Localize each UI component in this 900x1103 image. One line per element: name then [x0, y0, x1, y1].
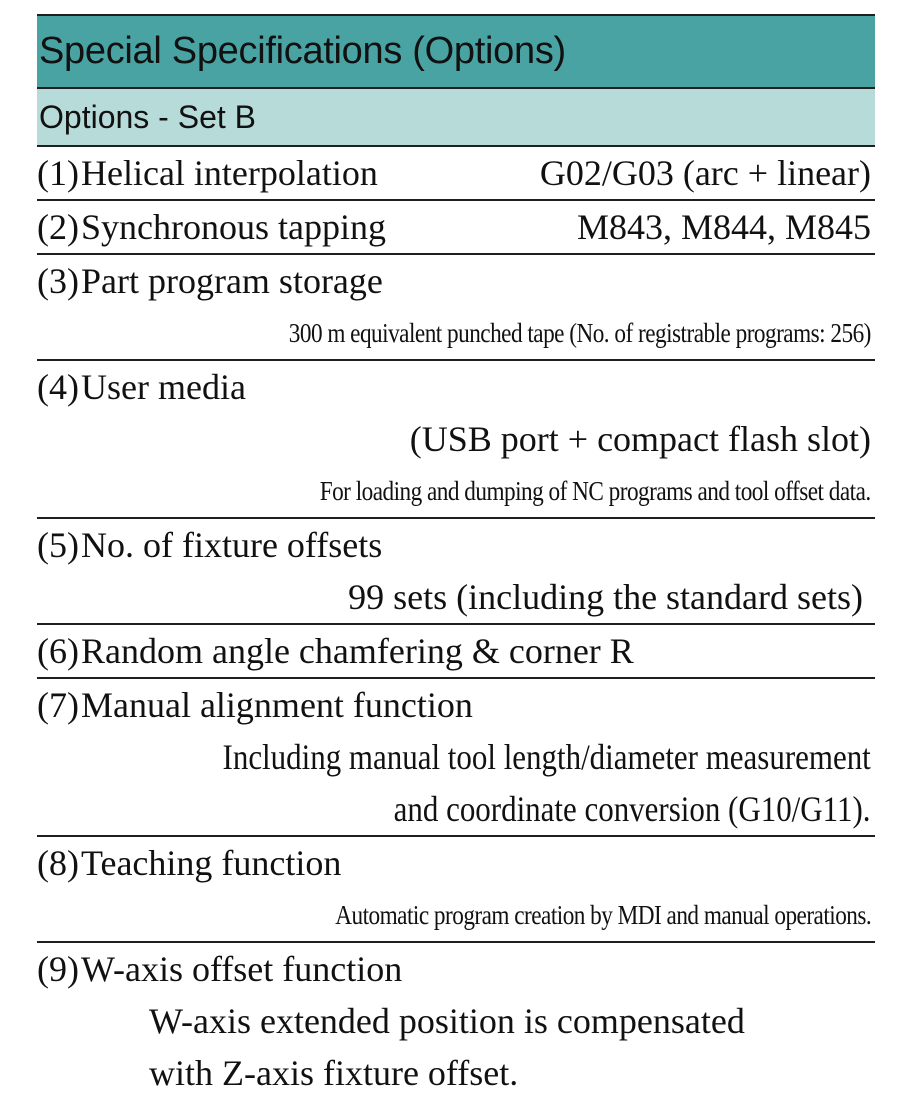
spec-item-manual-alignment: [37, 677, 875, 835]
spec-item-teaching: [37, 835, 875, 941]
item-number: (4): [37, 367, 79, 407]
section-subtitle: Options - Set B: [37, 87, 875, 145]
item-number: (1): [37, 153, 79, 193]
item-detail-line: W-axis extended position is compensated: [149, 1001, 745, 1041]
spec-item-synchronous-tapping: [37, 199, 875, 253]
item-value: M843, M844, M845: [576, 207, 871, 247]
spec-item-fixture-offsets: [37, 517, 875, 623]
item-name: Teaching function: [80, 843, 342, 883]
item-number: (5): [37, 525, 79, 565]
spec-item-part-program-storage: [37, 253, 875, 359]
page-title: Special Specifications (Options): [37, 14, 875, 87]
item-detail: For loading and dumping of NC programs and tool offset data.: [320, 476, 871, 506]
item-value: 99 sets (including the standard sets): [348, 577, 863, 617]
item-name: Helical interpolation: [80, 153, 378, 193]
spec-item-user-media: [37, 359, 875, 517]
item-detail: 300 m equivalent punched tape (No. of registrable programs: 256): [288, 318, 871, 348]
item-name: User media: [80, 367, 246, 407]
spec-sheet: [37, 14, 875, 1099]
item-value: (USB port + compact flash slot): [409, 419, 871, 459]
spec-item-helical-interpolation: [37, 145, 875, 199]
item-detail-line: and coordinate conversion (G10/G11).: [394, 789, 871, 829]
item-name: W-axis offset function: [80, 949, 403, 989]
item-name: Random angle chamfering & corner R: [80, 631, 634, 671]
item-name: Synchronous tapping: [80, 207, 386, 247]
item-value: G02/G03 (arc + linear): [539, 153, 871, 193]
item-number: (8): [37, 843, 79, 883]
item-name: Part program storage: [80, 261, 383, 301]
item-name: No. of fixture offsets: [80, 525, 383, 565]
item-number: (3): [37, 261, 79, 301]
item-detail-line: Including manual tool length/diameter measurement: [222, 737, 871, 777]
item-detail: Automatic program creation by MDI and manual operations.: [335, 900, 871, 930]
spec-item-w-axis-offset: [37, 941, 875, 1099]
item-number: (6): [37, 631, 79, 671]
item-number: (7): [37, 685, 79, 725]
item-number: (2): [37, 207, 79, 247]
item-detail-line: with Z-axis fixture offset.: [149, 1053, 519, 1093]
spec-item-chamfering: [37, 623, 875, 677]
item-number: (9): [37, 949, 79, 989]
item-name: Manual alignment function: [80, 685, 473, 725]
